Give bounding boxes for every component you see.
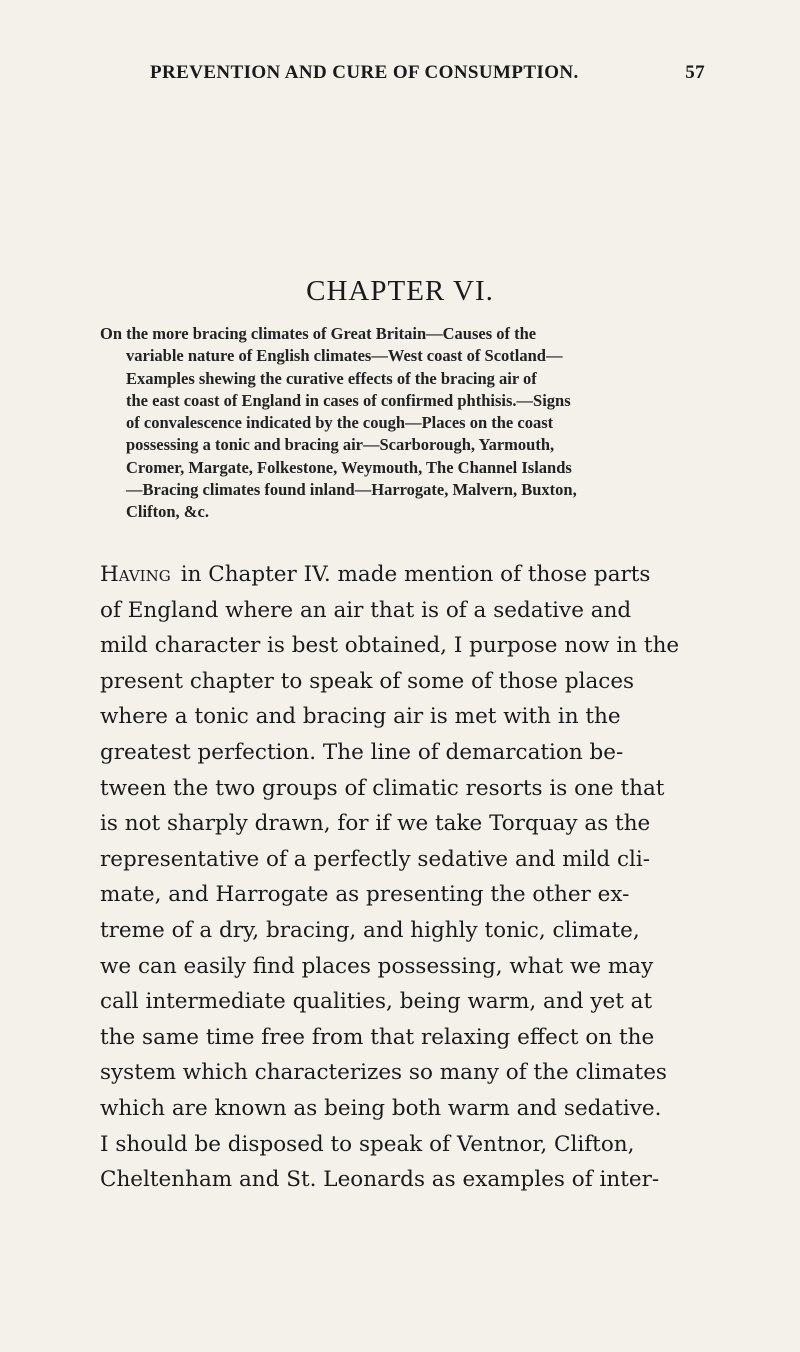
synopsis-line: possessing a tonic and bracing air—Scarborough, Yarmouth,	[126, 435, 555, 455]
body-line: of England where an air that is of a sedative and	[100, 597, 632, 623]
body-line: tween the two groups of climatic resorts is one that	[100, 775, 665, 801]
chapter-synopsis	[100, 323, 710, 524]
body-paragraph	[100, 557, 710, 1198]
body-line: we can easily find places possessing, what we may	[100, 953, 654, 979]
body-line: in Chapter IV. made mention of those parts	[180, 562, 651, 587]
synopsis-line: Clifton, &c.	[126, 502, 209, 522]
body-line: Cheltenham and St. Leonards as examples of inter-	[100, 1167, 660, 1193]
body-line: where a tonic and bracing air is met with in the	[100, 704, 621, 730]
synopsis-line: the east coast of England in cases of confirmed phthisis.—Signs	[126, 390, 571, 410]
body-line: the same time free from that relaxing effect on the	[100, 1024, 655, 1050]
synopsis-line: Examples shewing the curative effects of the bracing air of	[126, 368, 537, 388]
synopsis-line: On the more bracing climates of Great Britain—Causes of the	[100, 324, 537, 343]
body-line: mate, and Harrogate as presenting the other ex-	[100, 882, 630, 908]
body-line: representative of a perfectly sedative and mild cli-	[100, 846, 651, 872]
synopsis-line: —Bracing climates found inland—Harrogate, Malvern, Buxton,	[126, 480, 577, 500]
opening-word: Having	[100, 562, 171, 587]
synopsis-line: Cromer, Margate, Folkestone, Weymouth, The Channel Islands	[126, 457, 572, 477]
synopsis-line: of convalescence indicated by the cough—Places on the coast	[126, 413, 554, 433]
body-line: present chapter to speak of some of those places	[100, 668, 635, 694]
body-line: mild character is best obtained, I purpose now in the	[100, 633, 680, 659]
body-line: greatest perfection. The line of demarcation be-	[100, 739, 624, 765]
synopsis-line: variable nature of English climates—West coast of Scotland—	[126, 346, 563, 366]
running-head-title: PREVENTION AND CURE OF CONSUMPTION.	[150, 62, 579, 83]
body-line: treme of a dry, bracing, and highly tonic, climate,	[100, 917, 640, 943]
body-line: is not sharply drawn, for if we take Torquay as the	[100, 811, 651, 837]
chapter-heading: CHAPTER VI.	[306, 275, 494, 307]
body-first-line	[100, 557, 710, 593]
body-line: I should be disposed to speak of Ventnor, Clifton,	[100, 1131, 635, 1157]
running-head	[150, 62, 705, 84]
page-number: 57	[685, 62, 705, 83]
body-line: call intermediate qualities, being warm, and yet at	[100, 989, 653, 1015]
body-line: which are known as being both warm and sedative.	[100, 1095, 662, 1121]
body-line: system which characterizes so many of the climates	[100, 1060, 667, 1086]
